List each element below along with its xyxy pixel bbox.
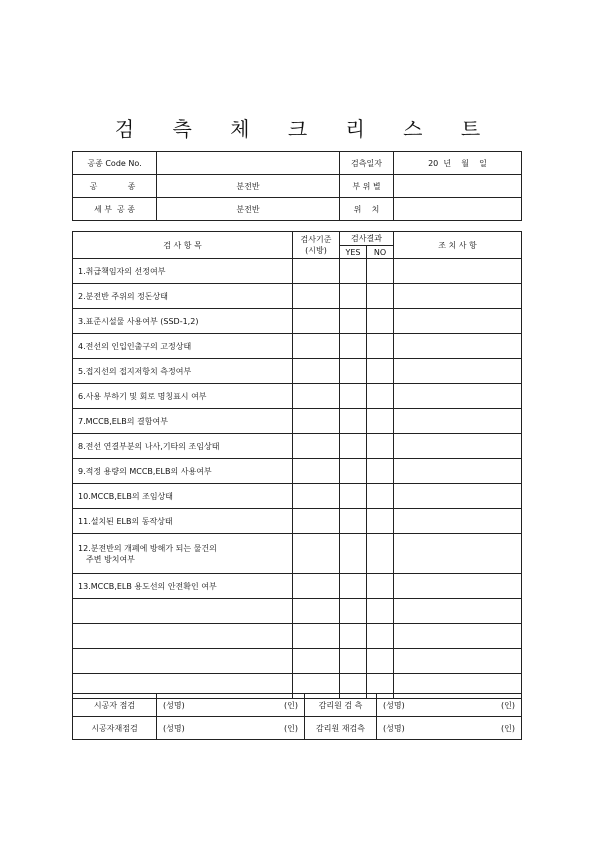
action-cell[interactable]: [394, 384, 522, 409]
yes-cell[interactable]: [340, 334, 367, 359]
checklist-item: 4.전선의 인입인출구의 고정상태: [73, 334, 293, 359]
checklist-item: 9.적정 용량의 MCCB,ELB의 사용여부: [73, 459, 293, 484]
checklist-row: [73, 334, 522, 359]
action-cell[interactable]: [394, 409, 522, 434]
action-cell[interactable]: [394, 599, 522, 624]
yes-cell[interactable]: [340, 624, 367, 649]
supervisor-inspection-label: 감리원 검 측: [305, 694, 377, 717]
no-cell[interactable]: [367, 509, 394, 534]
checklist-item: 1.취급책임자의 선정여부: [73, 259, 293, 284]
yes-cell[interactable]: [340, 484, 367, 509]
supervisor-reinspection-label: 감리원 재검측: [305, 717, 377, 740]
standard-cell[interactable]: [293, 384, 340, 409]
position-label: 위 치: [340, 198, 394, 221]
checklist-table: [72, 231, 522, 699]
standard-cell[interactable]: [293, 334, 340, 359]
standard-cell[interactable]: [293, 599, 340, 624]
header-result: 검사결과: [340, 232, 394, 246]
checklist-row: [73, 509, 522, 534]
name-label: (성명): [383, 700, 405, 710]
detail-work-label: 세 부 공 종: [73, 198, 157, 221]
no-cell[interactable]: [367, 334, 394, 359]
header-standard-line2: (시방): [305, 246, 327, 255]
name-label: (성명): [383, 723, 405, 733]
action-cell[interactable]: [394, 459, 522, 484]
action-cell[interactable]: [394, 574, 522, 599]
yes-cell[interactable]: [340, 434, 367, 459]
action-cell[interactable]: [394, 509, 522, 534]
standard-cell[interactable]: [293, 534, 340, 574]
checklist-item: 11.설치된 ELB의 동작상태: [73, 509, 293, 534]
action-cell[interactable]: [394, 534, 522, 574]
no-cell[interactable]: [367, 624, 394, 649]
yes-cell[interactable]: [340, 509, 367, 534]
no-cell[interactable]: [367, 599, 394, 624]
yes-cell[interactable]: [340, 599, 367, 624]
supervisor-inspection-sign[interactable]: [377, 694, 522, 717]
detail-work-field[interactable]: 분전반: [157, 198, 340, 221]
yes-cell[interactable]: [340, 359, 367, 384]
action-cell[interactable]: [394, 624, 522, 649]
no-cell[interactable]: [367, 284, 394, 309]
standard-cell[interactable]: [293, 409, 340, 434]
checklist-item: 8.전선 연결부분의 나사,기타의 조임상태: [73, 434, 293, 459]
yes-cell[interactable]: [340, 534, 367, 574]
checklist-item: 2.분전반 주위의 정돈상태: [73, 284, 293, 309]
seal-label: (인): [284, 723, 298, 733]
checklist-row: [73, 384, 522, 409]
standard-cell[interactable]: [293, 434, 340, 459]
work-type-label: 공 종: [73, 175, 157, 198]
standard-cell[interactable]: [293, 624, 340, 649]
standard-cell[interactable]: [293, 309, 340, 334]
yes-cell[interactable]: [340, 409, 367, 434]
action-cell[interactable]: [394, 284, 522, 309]
standard-cell[interactable]: [293, 649, 340, 674]
standard-cell[interactable]: [293, 459, 340, 484]
location-label: 부 위 별: [340, 175, 394, 198]
no-cell[interactable]: [367, 649, 394, 674]
checklist-row: [73, 649, 522, 674]
checklist-item-blank: [73, 624, 293, 649]
checklist-row: [73, 434, 522, 459]
checklist-item: 10.MCCB,ELB의 조임상태: [73, 484, 293, 509]
checklist-item: [73, 534, 293, 574]
no-cell[interactable]: [367, 574, 394, 599]
checklist-item: 7.MCCB,ELB의 결함여부: [73, 409, 293, 434]
signature-table: [72, 693, 522, 740]
inspection-date-field[interactable]: 20 년 월 일: [394, 152, 522, 175]
checklist-row: [73, 284, 522, 309]
checklist-item: 5.접지선의 접지저항치 측정여부: [73, 359, 293, 384]
work-code-field[interactable]: [157, 152, 340, 175]
name-label: (성명): [163, 700, 185, 710]
standard-cell[interactable]: [293, 484, 340, 509]
yes-cell[interactable]: [340, 649, 367, 674]
action-cell[interactable]: [394, 309, 522, 334]
yes-cell[interactable]: [340, 459, 367, 484]
standard-cell[interactable]: [293, 259, 340, 284]
checklist-item: 3.표준시설물 사용여부 (SSD-1,2): [73, 309, 293, 334]
checklist-row: [73, 599, 522, 624]
no-cell[interactable]: [367, 534, 394, 574]
contractor-check-label: 시공자 점검: [73, 694, 157, 717]
checklist-item: 13.MCCB,ELB 용도선의 안전확인 여부: [73, 574, 293, 599]
checklist-row: [73, 259, 522, 284]
work-code-label: 공종 Code No.: [73, 152, 157, 175]
checklist-item: 6.사용 부하기 및 회로 명칭표시 여부: [73, 384, 293, 409]
checklist-row: [73, 309, 522, 334]
checklist-item-blank: [73, 599, 293, 624]
no-cell[interactable]: [367, 309, 394, 334]
header-action: 조 치 사 항: [394, 232, 522, 259]
header-no: NO: [367, 246, 394, 259]
checklist-item-line1: 12.분전반의 개폐에 방해가 되는 물건의: [78, 543, 217, 553]
yes-cell[interactable]: [340, 284, 367, 309]
action-cell[interactable]: [394, 259, 522, 284]
no-cell[interactable]: [367, 409, 394, 434]
standard-cell[interactable]: [293, 284, 340, 309]
checklist-row: [73, 574, 522, 599]
no-cell[interactable]: [367, 434, 394, 459]
page-title: 검 측 체 크 리 스 트: [114, 117, 497, 141]
action-cell[interactable]: [394, 484, 522, 509]
standard-cell[interactable]: [293, 574, 340, 599]
info-table: [72, 151, 522, 221]
checklist-row: [73, 624, 522, 649]
seal-label: (인): [501, 723, 515, 733]
inspection-date-label: 검측일자: [340, 152, 394, 175]
action-cell[interactable]: [394, 434, 522, 459]
work-type-field[interactable]: 분전반: [157, 175, 340, 198]
contractor-recheck-sign[interactable]: [157, 717, 305, 740]
header-standard-line1: 검사기준: [300, 235, 332, 244]
action-cell[interactable]: [394, 649, 522, 674]
yes-cell[interactable]: [340, 309, 367, 334]
no-cell[interactable]: [367, 359, 394, 384]
checklist-row: [73, 409, 522, 434]
contractor-check-sign[interactable]: [157, 694, 305, 717]
checklist-row: [73, 459, 522, 484]
checklist-item-blank: [73, 649, 293, 674]
seal-label: (인): [501, 700, 515, 710]
no-cell[interactable]: [367, 259, 394, 284]
yes-cell[interactable]: [340, 259, 367, 284]
checklist-row: [73, 484, 522, 509]
no-cell[interactable]: [367, 459, 394, 484]
supervisor-reinspection-sign[interactable]: [377, 717, 522, 740]
checklist-row: [73, 359, 522, 384]
header-standard: [293, 232, 340, 259]
action-cell[interactable]: [394, 334, 522, 359]
no-cell[interactable]: [367, 384, 394, 409]
location-field[interactable]: [394, 175, 522, 198]
standard-cell[interactable]: [293, 359, 340, 384]
yes-cell[interactable]: [340, 574, 367, 599]
header-yes: YES: [340, 246, 367, 259]
contractor-recheck-label: 시공자재점검: [73, 717, 157, 740]
checklist-row: [73, 534, 522, 574]
seal-label: (인): [284, 700, 298, 710]
checklist-item-line2: 주변 방치여부: [86, 554, 135, 564]
name-label: (성명): [163, 723, 185, 733]
header-items: 검 사 항 목: [73, 232, 293, 259]
standard-cell[interactable]: [293, 509, 340, 534]
position-field[interactable]: [394, 198, 522, 221]
no-cell[interactable]: [367, 484, 394, 509]
yes-cell[interactable]: [340, 384, 367, 409]
action-cell[interactable]: [394, 359, 522, 384]
